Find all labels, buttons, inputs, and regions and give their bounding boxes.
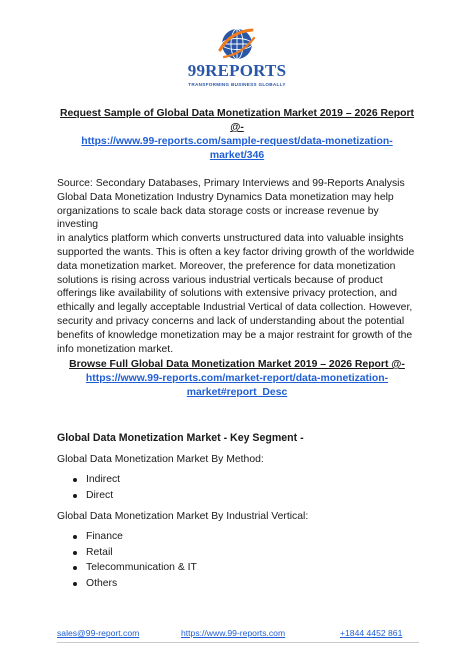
body-line: in analytics platform which converts unstructured data into valuable insights [57,233,404,245]
body-line: Global Data Monetization Industry Dynamics Data monetization may help [57,191,394,203]
body-line: offerings like availability of solutions with extensive privacy protection, and [57,288,397,300]
vertical-list [57,529,197,591]
body-line: data monetization market. Moreover, the preference for data monetization [57,260,396,272]
brand-tagline: TRANSFORMING BUSINESS GLOBALLY [188,82,286,87]
body-line: supported the wants. This is often a key factor driving growth of the worldwide [57,246,415,258]
bullet-icon [73,535,77,539]
key-segment-heading: Global Data Monetization Market - Key Segment - [57,432,304,444]
body-line: ethically and legally acceptable Industrial Vertical of data collection. However, [57,302,413,314]
globe-icon [186,24,288,64]
by-method-label: Global Data Monetization Market By Method: [57,454,264,465]
bullet-icon [73,494,77,498]
body-line: organizations to scale back data storage costs or increase revenue by investing [57,205,379,231]
bullet-icon [73,566,77,570]
sample-request-block [55,107,419,163]
sample-request-link-line1[interactable]: https://www.99-reports.com/sample-request/data-monetization- [81,136,393,147]
sample-request-title: Request Sample of Global Data Monetization Market 2019 – 2026 Report @- [60,108,414,133]
body-line: benefits of knowledge monetization may be a major restraint for growth of the [57,329,413,341]
method-list [57,472,120,503]
list-item: Others [57,576,197,592]
browse-report-link-line1[interactable]: https://www.99-reports.com/market-report/data-monetization- [85,373,389,384]
list-item: Telecommunication & IT [57,560,197,576]
list-item: Finance [57,529,197,545]
footer-website-link[interactable]: https://www.99-reports.com [181,628,286,638]
by-vertical-label: Global Data Monetization Market By Industrial Vertical: [57,511,309,522]
bullet-icon [73,551,77,555]
body-line: security and privacy concerns and lack of understanding about the potential [57,315,405,327]
list-item: Direct [57,488,120,504]
footer-email-link[interactable]: sales@99-report.com [57,628,140,638]
footer-divider [57,642,419,643]
sample-request-link-line2[interactable]: market/346 [209,150,265,161]
bullet-icon [73,478,77,482]
body-line: info monetization market. [57,343,174,355]
browse-report-block [55,358,419,400]
bullet-icon [73,582,77,586]
browse-report-link-line2[interactable]: market#report_Desc [186,387,288,398]
brand-name: 99REPORTS [187,61,287,80]
footer-phone-link[interactable]: +1844 4452 861 [340,628,403,638]
body-line: Source: Secondary Databases, Primary Interviews and 99-Reports Analysis [57,178,405,189]
body-paragraph [57,177,419,356]
body-line: solutions is rising across various industrial verticals because of product [57,274,383,286]
list-item: Retail [57,545,197,561]
brand-logo [186,24,288,96]
browse-report-title: Browse Full Global Data Monetization Market 2019 – 2026 Report @- [69,359,405,370]
list-item: Indirect [57,472,120,488]
